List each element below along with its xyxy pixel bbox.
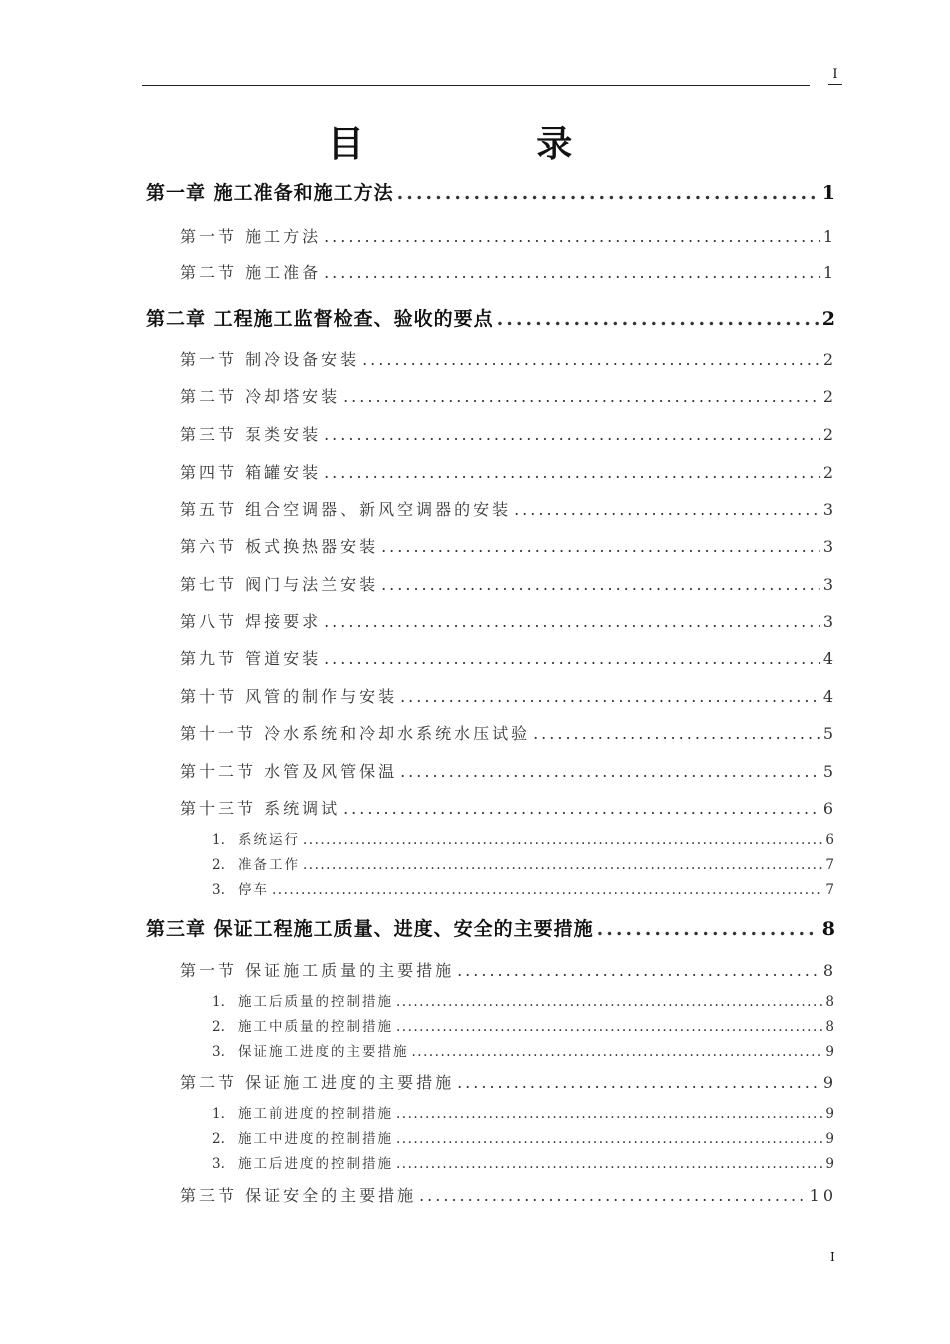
dot-leader — [381, 575, 820, 594]
toc-entry-label: 第十三节 系统调试 — [180, 799, 341, 818]
toc-page-number: 9 — [825, 1131, 836, 1147]
toc-entry-label — [212, 1102, 393, 1122]
toc-page-number: 2 — [822, 425, 836, 444]
toc-entry-label — [212, 1040, 409, 1060]
toc-entry-text: 施工后质量的控制措施 — [238, 994, 393, 1010]
dot-leader — [272, 882, 822, 898]
toc-entry-section[interactable] — [180, 460, 836, 483]
toc-entry-label: 第十节 风管的制作与安装 — [180, 687, 398, 706]
toc-page-number: 3 — [822, 575, 836, 594]
dot-leader — [533, 724, 820, 743]
toc-page-number: 9 — [822, 1073, 836, 1092]
toc-page-number: 5 — [822, 724, 836, 743]
toc-entry-text: 施工后进度的控制措施 — [238, 1156, 393, 1172]
header-rule — [142, 85, 810, 86]
dot-leader — [303, 857, 822, 873]
dot-leader — [324, 649, 820, 668]
toc-entry-sub[interactable] — [212, 1152, 836, 1172]
toc-entry-section[interactable] — [180, 721, 836, 744]
toc-entry-number: 2. — [212, 1019, 225, 1035]
dot-leader — [396, 1106, 822, 1122]
toc-page-number: 1 — [822, 227, 836, 246]
toc-page-number: 2 — [821, 308, 836, 330]
toc-entry-section[interactable] — [180, 224, 836, 247]
dot-leader — [324, 425, 820, 444]
toc-entry-text: 施工中质量的控制措施 — [238, 1019, 393, 1035]
toc-entry-sub[interactable] — [212, 990, 836, 1010]
toc-page-number: 2 — [822, 387, 836, 406]
dot-leader — [343, 387, 820, 406]
toc-entry-label — [212, 990, 393, 1010]
toc-page-number: 9 — [825, 1044, 836, 1060]
toc-entry-label — [212, 878, 269, 898]
toc-entry-label: 第八节 焊接要求 — [180, 612, 322, 631]
toc-entry-label: 第四节 箱罐安装 — [180, 463, 322, 482]
toc-entry-chapter[interactable] — [146, 304, 836, 331]
toc-entry-label: 第一章 施工准备和施工方法 — [146, 182, 394, 204]
toc-entry-label: 第三节 泵类安装 — [180, 425, 322, 444]
toc-page-number: 8 — [825, 1019, 836, 1035]
toc-entry-label: 第二节 保证施工进度的主要措施 — [180, 1073, 455, 1092]
page-title: 目 录 — [327, 123, 653, 165]
toc-entry-label — [212, 1015, 393, 1035]
toc-entry-section[interactable] — [180, 1183, 836, 1206]
toc-page-number: 10 — [809, 1186, 836, 1205]
toc-entry-number: 3. — [212, 1044, 225, 1060]
toc-entry-label: 第六节 板式换热器安装 — [180, 537, 379, 556]
toc-entry-section[interactable] — [180, 384, 836, 407]
toc-entry-number: 3. — [212, 1156, 225, 1172]
dot-leader — [497, 308, 819, 330]
dot-leader — [362, 350, 820, 369]
toc-entry-label: 第十二节 水管及风管保温 — [180, 762, 398, 781]
toc-entry-label: 第七节 阀门与法兰安装 — [180, 575, 379, 594]
toc-entry-label — [212, 1127, 393, 1147]
toc-entry-number: 1. — [212, 832, 225, 848]
toc-entry-section[interactable] — [180, 572, 836, 595]
toc-page-number: 7 — [825, 882, 836, 898]
toc-entry-number: 3. — [212, 882, 225, 898]
toc-entry-label — [212, 1152, 393, 1172]
toc-entry-sub[interactable] — [212, 828, 836, 848]
toc-entry-label: 第五节 组合空调器、新风空调器的安装 — [180, 500, 512, 519]
toc-entry-label: 第三节 保证安全的主要措施 — [180, 1186, 417, 1205]
toc-entry-text: 施工中进度的控制措施 — [238, 1131, 393, 1147]
toc-page-number: 6 — [822, 799, 836, 818]
dot-leader — [396, 1019, 822, 1035]
toc-entry-label: 第一节 施工方法 — [180, 227, 322, 246]
toc-entry-section[interactable] — [180, 260, 836, 283]
toc-page-number: 8 — [822, 961, 836, 980]
toc-entry-sub[interactable] — [212, 1040, 836, 1060]
dot-leader — [396, 994, 822, 1010]
toc-entry-text: 保证施工进度的主要措施 — [238, 1044, 409, 1060]
toc-page-number: 8 — [821, 918, 836, 940]
toc-entry-text: 系统运行 — [238, 832, 300, 848]
toc-entry-section[interactable] — [180, 347, 836, 370]
toc-entry-sub[interactable] — [212, 1127, 836, 1147]
toc-entry-label: 第二节 冷却塔安装 — [180, 387, 341, 406]
header-page-marker: I — [828, 66, 842, 85]
toc-page-number: 5 — [822, 762, 836, 781]
toc-entry-section[interactable] — [180, 609, 836, 632]
toc-entry-number: 2. — [212, 1131, 225, 1147]
toc-entry-number: 2. — [212, 857, 225, 873]
toc-entry-label — [212, 853, 300, 873]
toc-page-number: 2 — [822, 463, 836, 482]
toc-entry-label: 第十一节 冷水系统和冷却水系统水压试验 — [180, 724, 531, 743]
toc-page-number: 4 — [822, 649, 836, 668]
toc-entry-label: 第一节 保证施工质量的主要措施 — [180, 961, 455, 980]
toc-entry-label: 第二节 施工准备 — [180, 263, 322, 282]
dot-leader — [400, 762, 820, 781]
toc-entry-label — [212, 828, 300, 848]
dot-leader — [324, 463, 820, 482]
toc-entry-label: 第九节 管道安装 — [180, 649, 322, 668]
toc-entry-section[interactable] — [180, 1070, 836, 1093]
toc-entry-text: 准备工作 — [238, 857, 300, 873]
toc-entry-sub[interactable] — [212, 853, 836, 873]
toc-entry-label: 第一节 制冷设备安装 — [180, 350, 360, 369]
dot-leader — [400, 687, 820, 706]
toc-entry-label: 第二章 工程施工监督检查、验收的要点 — [146, 308, 494, 330]
toc-entry-text: 施工前进度的控制措施 — [238, 1106, 393, 1122]
toc-page-number: 1 — [822, 263, 836, 282]
toc-entry-sub[interactable] — [212, 878, 836, 898]
dot-leader — [324, 227, 820, 246]
toc-page-number: 9 — [825, 1156, 836, 1172]
toc-page-number: 3 — [822, 612, 836, 631]
toc-entry-chapter[interactable] — [146, 178, 836, 205]
toc-page-number: 3 — [822, 537, 836, 556]
toc-entry-section[interactable] — [180, 497, 836, 520]
dot-leader — [457, 1073, 820, 1092]
dot-leader — [324, 263, 820, 282]
toc-entry-section[interactable] — [180, 684, 836, 707]
toc-entry-label: 第三章 保证工程施工质量、进度、安全的主要措施 — [146, 918, 594, 940]
toc-page-number: 9 — [825, 1106, 836, 1122]
toc-entry-chapter[interactable] — [146, 914, 836, 941]
footer-page-number: I — [830, 1250, 835, 1264]
dot-leader — [324, 612, 820, 631]
toc-entry-sub[interactable] — [212, 1015, 836, 1035]
toc-page-number: 6 — [825, 832, 836, 848]
dot-leader — [396, 1131, 822, 1147]
dot-leader — [397, 182, 819, 204]
toc-page-number: 7 — [825, 857, 836, 873]
toc-entry-section[interactable] — [180, 796, 836, 819]
toc-page-number: 2 — [822, 350, 836, 369]
toc-entry-number: 1. — [212, 1106, 225, 1122]
dot-leader — [412, 1044, 823, 1060]
dot-leader — [303, 832, 822, 848]
toc-entry-section[interactable] — [180, 646, 836, 669]
toc-entry-sub[interactable] — [212, 1102, 836, 1122]
dot-leader — [343, 799, 820, 818]
toc-entry-section[interactable] — [180, 958, 836, 981]
dot-leader — [597, 918, 819, 940]
toc-page-number: 3 — [822, 500, 836, 519]
dot-leader — [419, 1186, 807, 1205]
toc-page-number: 8 — [825, 994, 836, 1010]
toc-entry-number: 1. — [212, 994, 225, 1010]
dot-leader — [396, 1156, 822, 1172]
dot-leader — [514, 500, 820, 519]
toc-entry-section[interactable] — [180, 534, 836, 557]
toc-page-number: 4 — [822, 687, 836, 706]
dot-leader — [457, 961, 820, 980]
toc-entry-text: 停车 — [238, 882, 269, 898]
toc-entry-section[interactable] — [180, 422, 836, 445]
toc-page-number: 1 — [821, 182, 836, 204]
toc-entry-section[interactable] — [180, 759, 836, 782]
dot-leader — [381, 537, 820, 556]
